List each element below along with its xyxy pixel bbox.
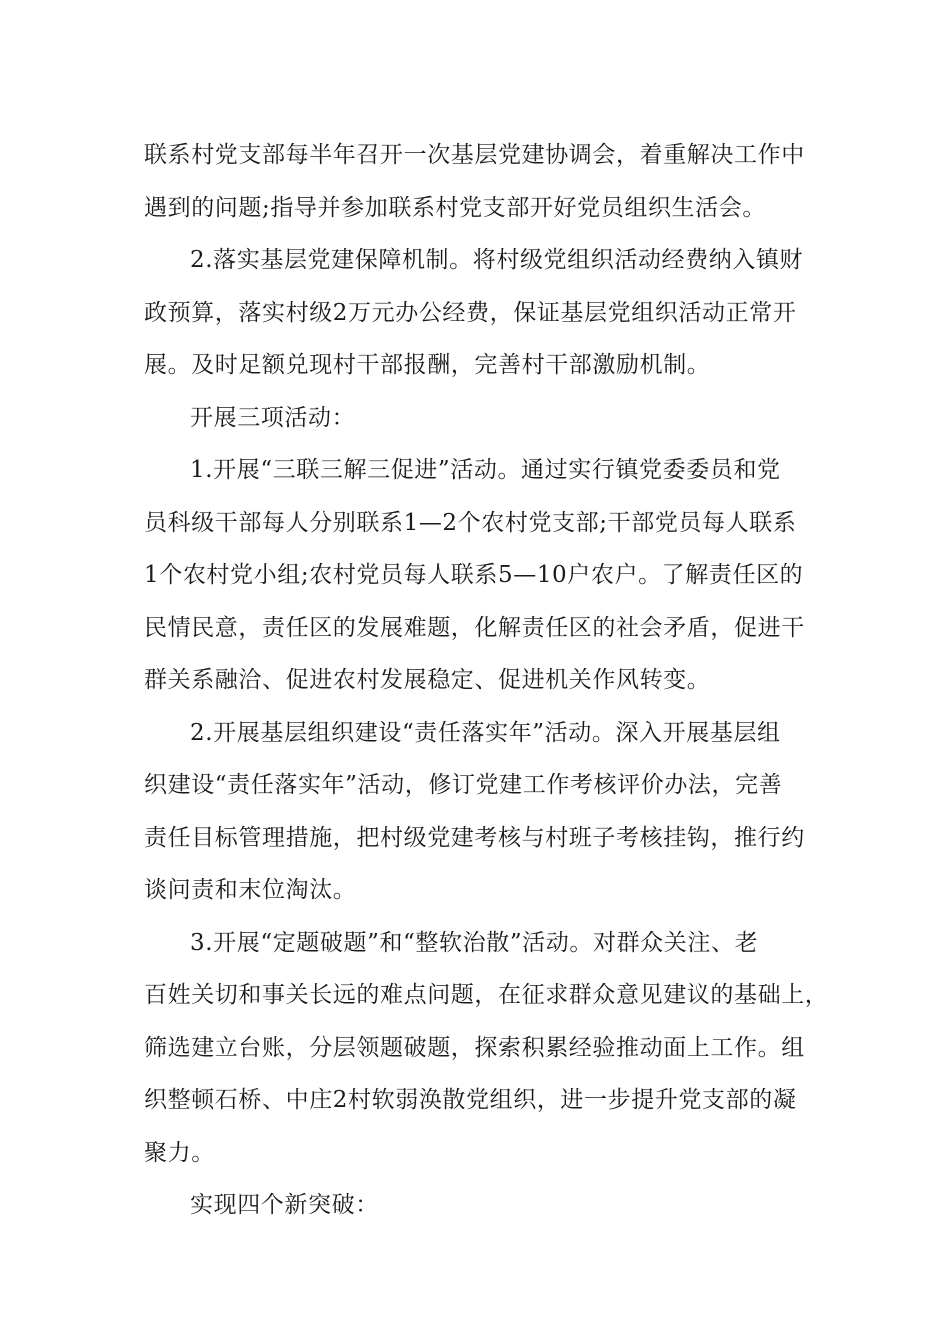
text-line: 谈问责和末位淘汰。 <box>144 877 357 903</box>
text-line: 3.开展“定题破题”和“整软治散”活动。对群众关注、老 <box>190 929 759 956</box>
text-line: 联系村党支部每半年召开一次基层党建协调会，着重解决工作中 <box>144 142 805 168</box>
text-line: 政预算，落实村级2万元办公经费，保证基层党组织活动正常开 <box>144 299 797 326</box>
text-line: 群关系融洽、促进农村发展稳定、促进机关作风转变。 <box>144 667 711 693</box>
text-line: 责任目标管理措施，把村级党建考核与村班子考核挂钩，推行约 <box>144 824 805 851</box>
text-line: 1.开展“三联三解三促进”活动。通过实行镇党委委员和党 <box>190 457 781 483</box>
text-line: 织整顿石桥、中庄2村软弱涣散党组织，进一步提升党支部的凝 <box>144 1087 797 1113</box>
document-body <box>144 129 829 1232</box>
text-line: 遇到的问题;指导并参加联系村党支部开好党员组织生活会。 <box>144 194 766 221</box>
text-line: 员科级干部每人分别联系1—2个农村党支部;干部党员每人联系 <box>144 509 797 536</box>
text-line: 百姓关切和事关长远的难点问题，在征求群众意见建议的基础上， <box>144 982 829 1008</box>
text-line: 2.落实基层党建保障机制。将村级党组织活动经费纳入镇财 <box>190 247 804 273</box>
text-line: 民情民意，责任区的发展难题，化解责任区的社会矛盾，促进干 <box>144 614 805 641</box>
section-heading: 开展三项活动： <box>190 404 356 431</box>
text-line: 织建设“责任落实年”活动，修订党建工作考核评价办法，完善 <box>144 772 783 798</box>
text-line: 聚力。 <box>144 1139 215 1166</box>
section-heading: 实现四个新突破： <box>190 1192 379 1218</box>
text-line: 筛选建立台账，分层领题破题，探索积累经验推动面上工作。组 <box>144 1034 805 1061</box>
text-line: 1个农村党小组;农村党员每人联系5—10户农户。了解责任区的 <box>144 562 804 588</box>
text-line: 展。及时足额兑现村干部报酬，完善村干部激励机制。 <box>144 352 711 378</box>
text-line: 2.开展基层组织建设“责任落实年”活动。深入开展基层组 <box>190 719 781 746</box>
